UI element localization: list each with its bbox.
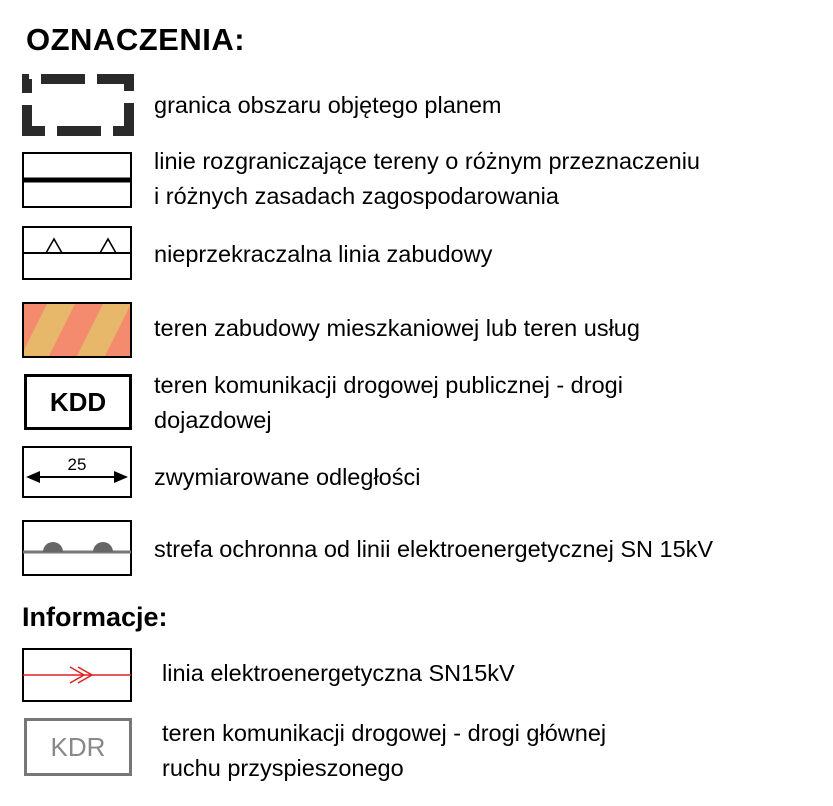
- kdd-code: KDD: [49, 386, 107, 417]
- info-label-line: teren komunikacji drogowej - drogi głównej: [162, 720, 607, 746]
- legend-label-line: strefa ochronna od linii elektroenergetycznej SN 15kV: [154, 536, 714, 562]
- legend-label-line: dojazdowej: [154, 407, 272, 433]
- legend-title: OZNACZENIA:: [26, 22, 246, 57]
- info-title: Informacje:: [22, 602, 168, 632]
- info-label-kdr: [162, 716, 606, 786]
- power-line-arrow-icon: [22, 648, 132, 702]
- legend-label-line: teren zabudowy mieszkaniowej lub teren usług: [154, 315, 640, 341]
- dimension-icon: [22, 446, 132, 498]
- legend-label-line: zwymiarowane odległości: [154, 464, 421, 490]
- legend-label-kdd: [154, 368, 623, 438]
- legend-label-building-line: [154, 237, 492, 272]
- info-label-line: linia elektroenergetyczna SN15kV: [162, 660, 515, 686]
- legend-label-line: granica obszaru objętego planem: [154, 92, 502, 118]
- demarcation-lines-icon: [22, 152, 132, 208]
- legend-label-line: linie rozgraniczające tereny o różnym przeznaczeniu: [154, 148, 700, 174]
- legend-label-plan-boundary: [154, 88, 502, 123]
- kdd-road-icon: [24, 374, 132, 430]
- info-label-line: ruchu przyspieszonego: [162, 755, 404, 781]
- legend-label-line: teren komunikacji drogowej publicznej - drogi: [154, 372, 623, 398]
- legend-label-residential: [154, 311, 640, 346]
- kdr-code: KDR: [50, 731, 106, 762]
- legend-label-demarcation: [154, 144, 700, 214]
- kdr-road-icon: [24, 718, 132, 776]
- residential-area-hatch-icon: [22, 302, 132, 358]
- dimension-value: 25: [67, 455, 87, 474]
- power-line-zone-icon: [22, 520, 132, 576]
- plan-boundary-icon: [22, 74, 134, 136]
- legend-label-power-zone: [154, 532, 713, 567]
- building-line-icon: [22, 226, 132, 280]
- legend-label-line: i różnych zasadach zagospodarowania: [154, 183, 559, 209]
- legend-label-dimension: [154, 460, 420, 495]
- info-label-power-line: [162, 656, 515, 691]
- legend-label-line: nieprzekraczalna linia zabudowy: [154, 241, 493, 267]
